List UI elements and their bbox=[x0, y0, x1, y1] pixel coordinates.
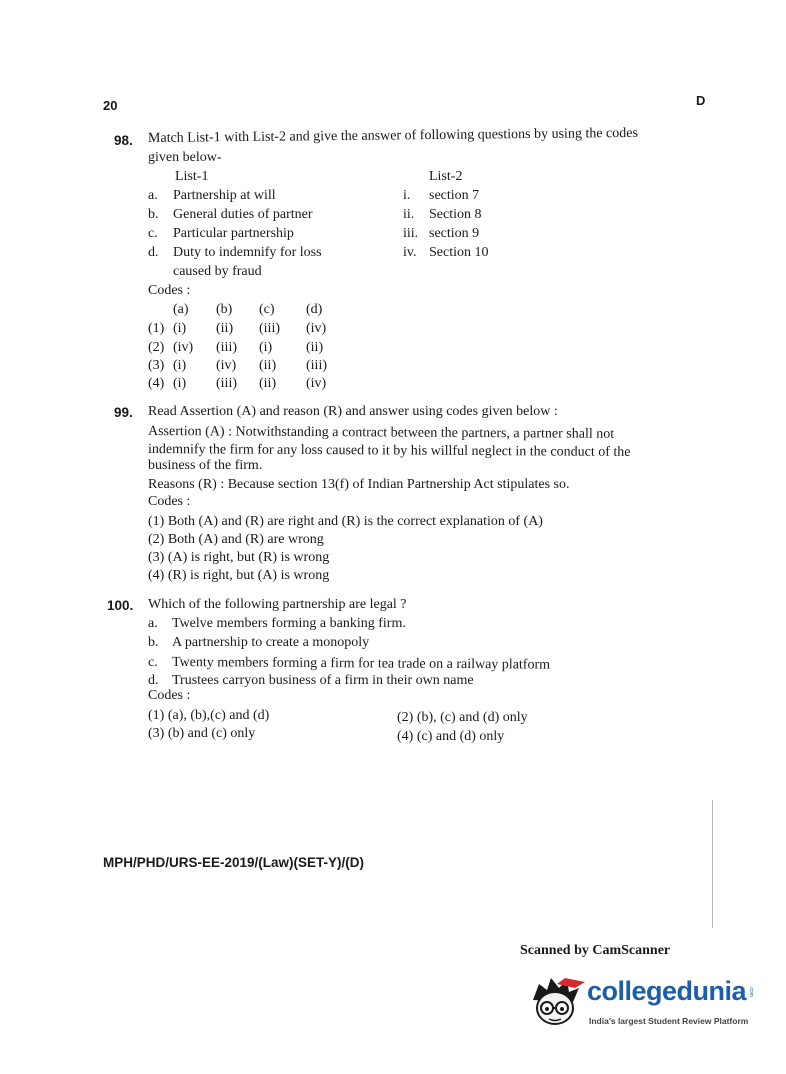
question-number: 98. bbox=[114, 133, 133, 148]
scanner-label: Scanned by CamScanner bbox=[520, 943, 671, 958]
list1-key: b. bbox=[148, 207, 159, 222]
answer-option: (3) (A) is right, but (R) is wrong bbox=[148, 550, 330, 565]
collegedunia-logo bbox=[525, 972, 765, 1038]
assertion-line: business of the firm. bbox=[148, 458, 263, 473]
list2-key: iii. bbox=[403, 226, 419, 241]
item-text: Twenty members forming a firm for tea trade on a railway platform bbox=[171, 655, 551, 673]
code-cell: (ii) bbox=[259, 376, 277, 391]
code-cell: (i) bbox=[173, 321, 187, 336]
codes-header: (b) bbox=[216, 302, 233, 317]
codes-label: Codes : bbox=[148, 283, 191, 298]
list2-item: Section 10 bbox=[429, 245, 489, 260]
item-text: Trustees carryon business of a firm in their own name bbox=[172, 673, 474, 688]
list1-key: d. bbox=[148, 245, 159, 260]
assertion-line: Assertion (A) : Notwithstanding a contract between the partners, a partner shall not bbox=[147, 424, 615, 442]
question-number: 99. bbox=[114, 405, 133, 420]
code-cell: (iv) bbox=[173, 340, 194, 355]
answer-option: (4) (c) and (d) only bbox=[397, 729, 505, 744]
list2-item: section 7 bbox=[429, 188, 480, 203]
code-option: (4) bbox=[148, 376, 165, 391]
brand-tagline: India's largest Student Review Platform bbox=[589, 1016, 749, 1026]
item-text: Twelve members forming a banking firm. bbox=[172, 616, 406, 631]
code-option: (2) bbox=[148, 340, 165, 355]
list2-key: ii. bbox=[403, 207, 415, 222]
set-label: D bbox=[696, 93, 706, 108]
item-key: a. bbox=[148, 616, 158, 631]
list2-item: Section 8 bbox=[429, 207, 482, 222]
paper-code: MPH/PHD/URS-EE-2019/(Law)(SET-Y)/(D) bbox=[103, 855, 365, 870]
mascot-icon bbox=[525, 972, 585, 1034]
codes-header: (a) bbox=[173, 302, 189, 317]
code-cell: (iii) bbox=[216, 340, 237, 355]
brand-name: collegedunia bbox=[587, 976, 747, 1006]
assertion-line: indemnify the firm for any loss caused to it by his willful neglect in the conduct of the bbox=[147, 442, 631, 460]
code-cell: (iv) bbox=[216, 358, 237, 373]
brand-domain: .com bbox=[748, 986, 754, 997]
reason-text: Reasons (R) : Because section 13(f) of Indian Partnership Act stipulates so. bbox=[148, 477, 570, 492]
question-number: 100. bbox=[107, 598, 134, 613]
question-stem: Read Assertion (A) and reason (R) and answer using codes given below : bbox=[148, 404, 558, 419]
answer-option: (2) Both (A) and (R) are wrong bbox=[148, 532, 324, 547]
code-option: (3) bbox=[148, 358, 165, 373]
code-cell: (iii) bbox=[306, 358, 327, 373]
codes-header: (d) bbox=[306, 302, 323, 317]
item-key: c. bbox=[148, 655, 158, 670]
scan-edge-line bbox=[712, 800, 713, 928]
code-cell: (iv) bbox=[306, 321, 327, 336]
list2-item: section 9 bbox=[429, 226, 480, 241]
list1-item: Partnership at will bbox=[173, 188, 276, 203]
answer-option: (1) Both (A) and (R) are right and (R) is the correct explanation of (A) bbox=[148, 514, 543, 529]
list2-key: iv. bbox=[403, 245, 417, 260]
code-cell: (iii) bbox=[216, 376, 237, 391]
code-cell: (iii) bbox=[259, 321, 280, 336]
question-stem-cont: given below- bbox=[148, 150, 222, 165]
code-option: (1) bbox=[148, 321, 165, 336]
code-cell: (i) bbox=[259, 340, 273, 355]
item-key: b. bbox=[148, 635, 159, 650]
list2-title: List-2 bbox=[429, 169, 463, 184]
answer-option: (4) (R) is right, but (A) is wrong bbox=[148, 568, 330, 583]
code-cell: (i) bbox=[173, 376, 187, 391]
list2-key: i. bbox=[403, 188, 411, 203]
list1-item: Particular partnership bbox=[173, 226, 294, 241]
codes-label: Codes : bbox=[148, 494, 191, 509]
code-cell: (iv) bbox=[306, 376, 327, 391]
item-key: d. bbox=[148, 673, 159, 688]
code-cell: (i) bbox=[173, 358, 187, 373]
list1-key: c. bbox=[148, 226, 158, 241]
question-stem: Which of the following partnership are legal ? bbox=[148, 597, 407, 612]
list1-key: a. bbox=[148, 188, 158, 203]
question-stem: Match List-1 with List-2 and give the answer of following questions by using the codes bbox=[147, 125, 638, 146]
page-number: 20 bbox=[103, 98, 118, 113]
codes-label: Codes : bbox=[148, 688, 191, 703]
list1-title: List-1 bbox=[175, 169, 209, 184]
codes-header: (c) bbox=[259, 302, 275, 317]
answer-option: (1) (a), (b),(c) and (d) bbox=[148, 708, 270, 723]
item-text: A partnership to create a monopoly bbox=[172, 635, 370, 650]
code-cell: (ii) bbox=[306, 340, 324, 355]
code-cell: (ii) bbox=[216, 321, 234, 336]
list1-item: General duties of partner bbox=[173, 207, 313, 222]
code-cell: (ii) bbox=[259, 358, 277, 373]
list1-item-cont: caused by fraud bbox=[173, 264, 262, 279]
answer-option: (3) (b) and (c) only bbox=[148, 726, 256, 741]
answer-option: (2) (b), (c) and (d) only bbox=[397, 710, 528, 725]
list1-item: Duty to indemnify for loss bbox=[173, 245, 322, 260]
